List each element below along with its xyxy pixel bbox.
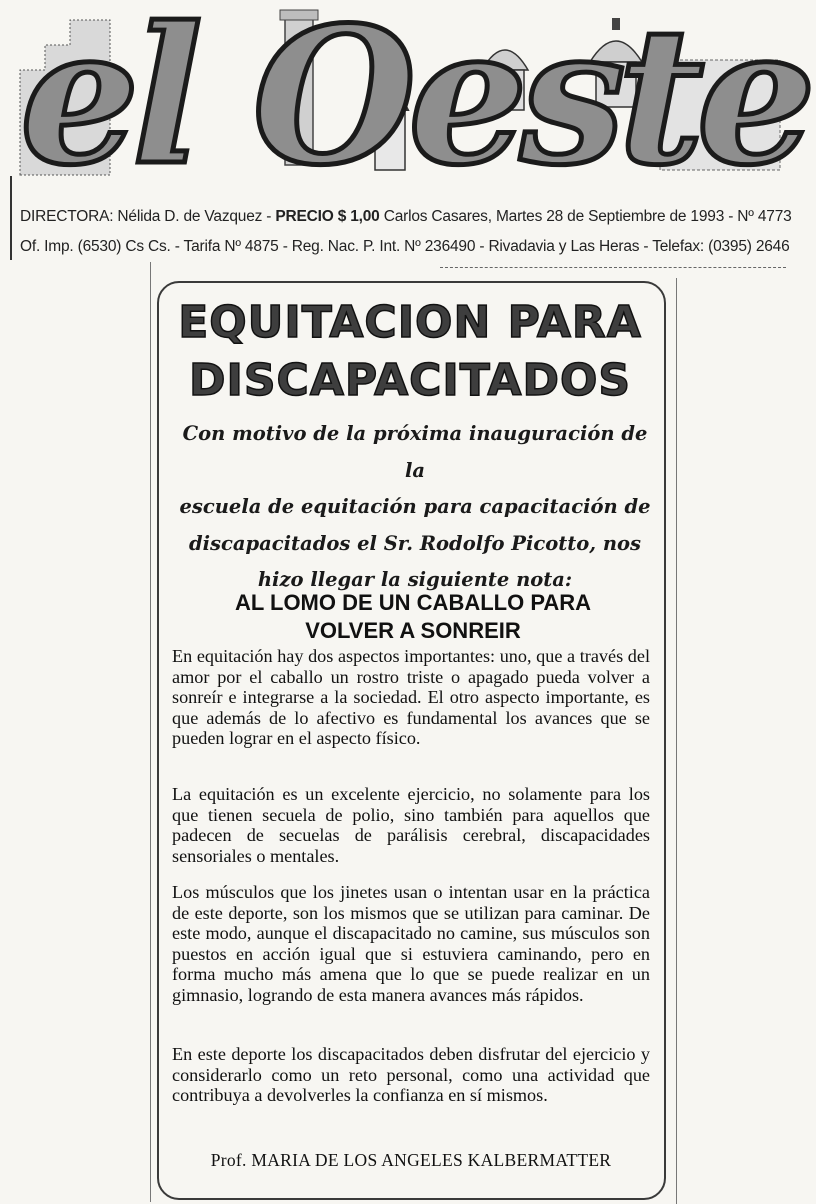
dateline-text: Carlos Casares, Martes 28 de Septiembre de 1993 - Nº 4773	[383, 208, 792, 225]
article-intro	[170, 416, 660, 599]
column-rule-right	[676, 278, 677, 1204]
article-paragraph: La equitación es un excelente ejercicio, no solamente para los que tienen secuela de polio, sino también para aquellos que padecen de secuelas de parálisis cerebral, discapacidades sensoriales o mentales.	[172, 784, 650, 866]
article-headline-line-1: EQUITACION PARA	[178, 297, 642, 348]
article-subhead-line-1: AL LOMO DE UN CABALLO PARA	[234, 590, 592, 615]
article-paragraph: Los músculos que los jinetes usan o intentan usar en la práctica de este deporte, son los mismos que se utilizan para caminar. De este modo, aunque el discapacitado no camine, sus músculos son puestos en acción igual que si estuviera caminando, pero en forma mucho más amena que lo que se puede realizar en un gimnasio, logrando de esta manera avances más rápidos.	[172, 882, 650, 1005]
article-paragraph: En este deporte los discapacitados deben disfrutar del ejercicio y considerarlo como un reto personal, como una actividad que contribuya a devolverles la confianza en sí mismos.	[172, 1044, 650, 1105]
intro-line: hizo llegar la siguiente nota:	[257, 568, 573, 591]
masthead-rule	[10, 176, 12, 260]
masthead-info-line-1	[20, 208, 792, 226]
masthead-info-line-2: Of. Imp. (6530) Cs Cs. - Tarifa Nº 4875 - Reg. Nac. P. Int. Nº 236490 - Rivadavia y Las Heras - Telefax: (0395) 2646	[20, 238, 790, 255]
masthead-logo: el Oeste	[20, 0, 809, 207]
intro-line: escuela de equitación para capacitación de	[179, 495, 651, 518]
director-text: DIRECTORA: Nélida D. de Vazquez -	[20, 208, 272, 225]
price-text: PRECIO $ 1,00	[275, 208, 380, 225]
intro-line: discapacitados el Sr. Rodolfo Picotto, nos	[188, 531, 642, 555]
article-subhead-line-2: VOLVER A SONREIR	[305, 618, 521, 643]
intro-line: Con motivo de la próxima inauguración de la	[182, 422, 648, 482]
article-headline-line-2: DISCAPACITADOS	[188, 355, 632, 406]
article-signature: Prof. MARIA DE LOS ANGELES KALBERMATTER	[210, 1150, 612, 1170]
article-paragraph: En equitación hay dos aspectos importantes: uno, que a través del amor por el caballo un rostro triste o apagado pueda volver a sonreír e integrarse a la sociedad. El otro aspecto importante, es que además de lo afectivo es fundamental los avances que se pueden lograr en el aspecto físico.	[172, 646, 650, 748]
column-rule-left	[150, 262, 151, 1202]
masthead	[0, 0, 816, 255]
masthead-bottom-rule	[440, 267, 786, 269]
